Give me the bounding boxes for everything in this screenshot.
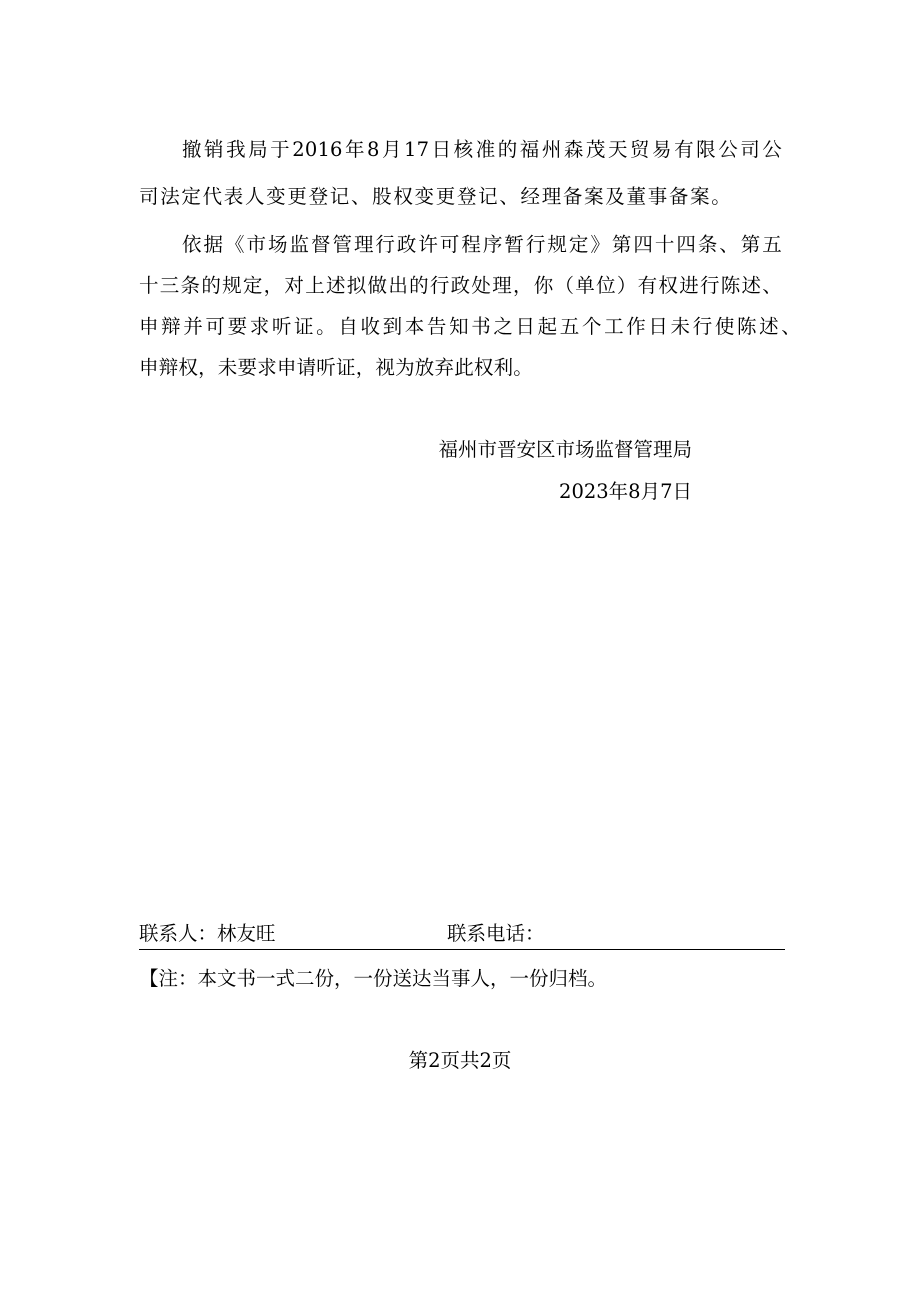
signature-organization: 福州市晋安区市场监督管理局 [438, 438, 692, 461]
signature-date: 2023年8月7日 [559, 480, 692, 503]
body-line-4: 十三条的规定，对上述拟做出的行政处理，你（单位）有权进行陈述、 [139, 274, 782, 297]
document-note: 【注：本文书一式二份，一份送达当事人，一份归档。 [139, 967, 608, 990]
contact-person: 联系人：林友旺 [139, 922, 276, 945]
body-line-6: 申辩权，未要求申请听证，视为放弃此权利。 [139, 356, 534, 379]
contact-phone: 联系电话： [447, 922, 545, 945]
page-number: 第2页共2页 [408, 1049, 512, 1072]
contact-row [139, 921, 785, 950]
body-line-1: 撤销我局于2016年8月17日核准的福州森茂天贸易有限公司公 [182, 138, 782, 161]
body-line-2: 司法定代表人变更登记、股权变更登记、经理备案及董事备案。 [139, 185, 731, 208]
body-line-5: 申辩并可要求听证。自收到本告知书之日起五个工作日未行使陈述、 [139, 315, 801, 338]
body-line-3: 依据《市场监督管理行政许可程序暂行规定》第四十四条、第五 [182, 233, 782, 256]
